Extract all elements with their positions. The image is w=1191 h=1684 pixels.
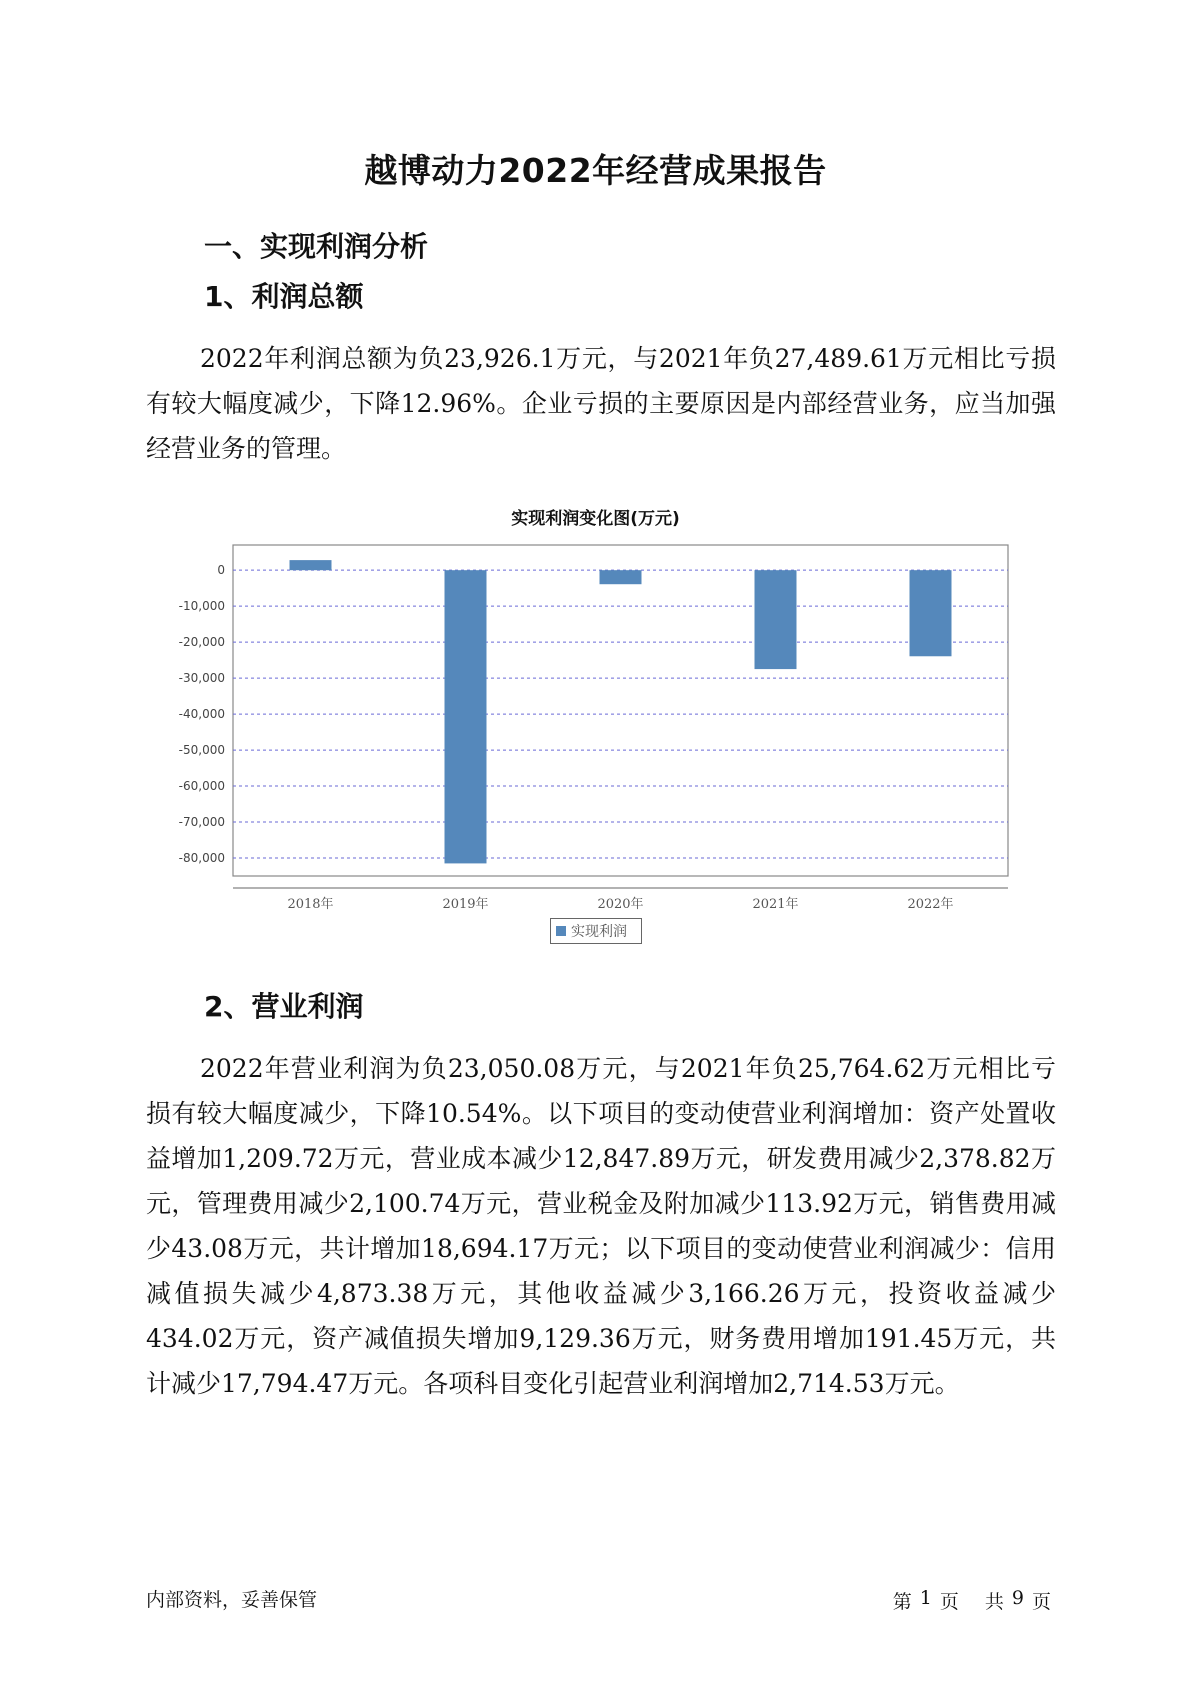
page-unit: 页 bbox=[939, 1591, 959, 1613]
document-title: 越博动力2022年经营成果报告 bbox=[364, 151, 827, 190]
section-heading-profit-analysis: 一、实现利润分析 bbox=[204, 230, 429, 263]
footer-confidential-note: 内部资料，妥善保管 bbox=[146, 1589, 318, 1611]
plot-frame bbox=[233, 545, 1008, 876]
subheading-total-profit: 1、利润总额 bbox=[204, 280, 364, 313]
bar-2021年 bbox=[755, 570, 797, 669]
paragraph-operating-profit: 2022年营业利润为负23,050.08万元，与2021年负25,764.62万元相比亏损有较大幅度减少，下降10.54%。以下项目的变动使营业利润增加：资产处置收益增加1,209.72万元，营业成本减少12,847.89万元，研发费用减少2,378.82万元，管理费用减少2,100.74万元，营业税金及附加减少113.92万元，销售费用减少43.08万元，共计增加18,694.17万元；以下项目的变动使营业利润减少：信用减值损失减少4,873.38万元，其他收益减少3,166.26万元，投资收益减少434.02万元，资产减值损失增加9,129.36万元，财务费用增加191.45万元，共计减少17,794.47万元。各项科目变化引起营业利润增加2,714.53万元。 bbox=[146, 1054, 1056, 1398]
footer-page-number bbox=[893, 1587, 1051, 1614]
x-tick-label: 2022年 bbox=[907, 897, 954, 912]
bar-2020年 bbox=[600, 570, 642, 584]
profit-bar-chart bbox=[150, 540, 1030, 915]
page-num: 1 bbox=[919, 1587, 932, 1609]
y-tick-label: -80,000 bbox=[178, 851, 225, 866]
chart-title: 实现利润变化图(万元) bbox=[511, 509, 680, 529]
total-prefix: 共 bbox=[984, 1591, 1004, 1613]
paragraph-total-profit: 2022年利润总额为负23,926.1万元，与2021年负27,489.61万元相比亏损有较大幅度减少，下降12.96%。企业亏损的主要原因是内部经营业务，应当加强经营业务的管理。 bbox=[146, 344, 1056, 463]
y-tick-label: -50,000 bbox=[178, 743, 225, 758]
total-num: 9 bbox=[1011, 1587, 1024, 1609]
y-tick-label: -30,000 bbox=[178, 671, 225, 686]
y-tick-label: -60,000 bbox=[178, 779, 225, 794]
x-tick-label: 2021年 bbox=[752, 897, 799, 912]
bar-2018年 bbox=[290, 560, 332, 570]
total-unit: 页 bbox=[1031, 1591, 1051, 1613]
y-tick-label: -20,000 bbox=[178, 635, 225, 650]
y-tick-label: -40,000 bbox=[178, 707, 225, 722]
subheading-operating-profit: 2、营业利润 bbox=[204, 990, 364, 1023]
x-tick-label: 2018年 bbox=[287, 897, 334, 912]
y-tick-label: -70,000 bbox=[178, 815, 225, 830]
legend-swatch bbox=[556, 926, 566, 936]
legend-label: 实现利润 bbox=[571, 924, 627, 940]
bar-2022年 bbox=[910, 570, 952, 656]
page-prefix: 第 bbox=[892, 1591, 912, 1613]
bar-2019年 bbox=[445, 570, 487, 863]
x-tick-label: 2020年 bbox=[597, 897, 644, 912]
chart-legend bbox=[550, 918, 642, 944]
y-tick-label: -10,000 bbox=[178, 599, 225, 614]
x-tick-label: 2019年 bbox=[442, 897, 489, 912]
y-tick-label: 0 bbox=[217, 563, 225, 578]
